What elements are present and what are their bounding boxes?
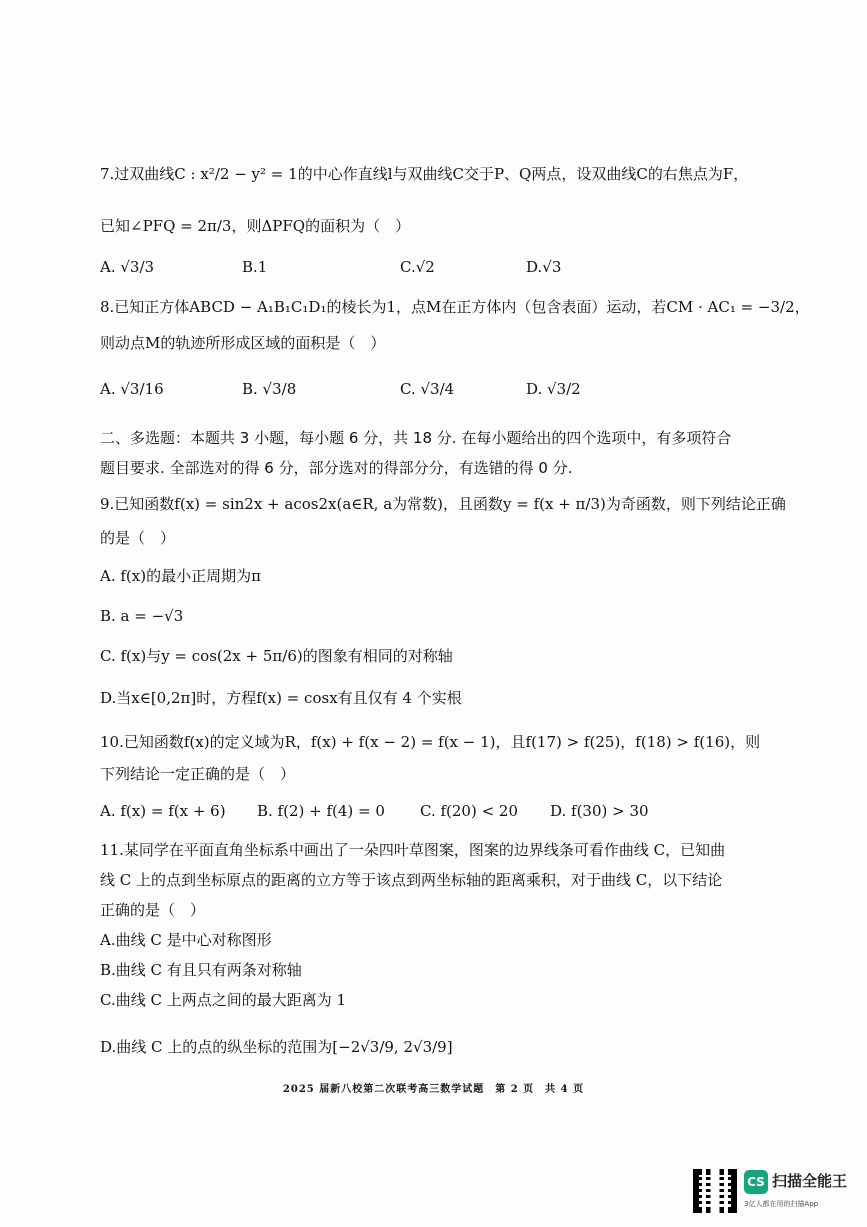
camscanner-name: 扫描全能王 — [772, 1172, 848, 1190]
q10-option-b: B. f(2) + f(4) = 0 — [257, 802, 385, 820]
q10-line2: 下列结论一定正确的是（ ） — [100, 765, 296, 783]
q9-option-a: A. f(x)的最小正周期为π — [100, 567, 261, 585]
section2-line2: 题目要求. 全部选对的得 6 分，部分选对的得部分分，有选错的得 0 分. — [100, 459, 573, 477]
q11-line2: 线 C 上的点到坐标原点的距离的立方等于该点到两坐标轴的距离乘积，对于曲线 C，以下结论 — [100, 871, 723, 889]
q10-line1: 10.已知函数f(x)的定义域为R，f(x) + f(x − 2) = f(x − 1)，且f(17) > f(25)，f(18) > f(16)，则 — [100, 733, 761, 751]
page-footer: 2025 届新八校第二次联考高三数学试题 第 2 页 共 4 页 — [282, 1084, 585, 1095]
q10-option-a: A. f(x) = f(x + 6) — [100, 802, 226, 820]
q7-line2: 已知∠PFQ = 2π/3，则ΔPFQ的面积为（ ） — [100, 217, 411, 235]
q10-option-c: C. f(20) < 20 — [420, 802, 519, 820]
q7-option-d: D.√3 — [526, 258, 562, 276]
qr-code-icon — [693, 1169, 737, 1213]
q7-line1: 7.过双曲线C : x²/2 − y² = 1的中心作直线l与双曲线C交于P、Q两点，设双曲线C的右焦点为F， — [100, 165, 749, 183]
q11-line1: 11.某同学在平面直角坐标系中画出了一朵四叶草图案，图案的边界线条可看作曲线 C，已知曲 — [100, 841, 726, 859]
q8-option-b: B. √3/8 — [242, 380, 297, 398]
q7-option-c: C.√2 — [400, 258, 435, 276]
q11-option-c: C.曲线 C 上两点之间的最大距离为 1 — [100, 991, 347, 1009]
camscanner-tagline: 3亿人都在用的扫描App — [744, 1200, 819, 1208]
section2-line1: 二、多选题：本题共 3 小题，每小题 6 分，共 18 分. 在每小题给出的四个选项中，有多项符合 — [100, 429, 732, 447]
q9-option-d: D.当x∈[0,2π]时，方程f(x) = cosx有且仅有 4 个实根 — [100, 689, 462, 707]
q9-option-c: C. f(x)与y = cos(2x + 5π/6)的图象有相同的对称轴 — [100, 647, 453, 665]
q11-option-b: B.曲线 C 有且只有两条对称轴 — [100, 961, 302, 979]
q7-option-a: A. √3/3 — [100, 258, 155, 276]
q8-option-a: A. √3/16 — [100, 380, 164, 398]
q8-option-d: D. √3/2 — [526, 380, 581, 398]
q11-option-d: D.曲线 C 上的点的纵坐标的范围为[−2√3/9, 2√3/9] — [100, 1038, 453, 1056]
q8-line2: 则动点M的轨迹所形成区域的面积是（ ） — [100, 334, 386, 352]
q9-line1: 9.已知函数f(x) = sin2x + acos2x(a∈R, a为常数)，且函数y = f(x + π/3)为奇函数，则下列结论正确 — [100, 495, 786, 513]
q10-option-d: D. f(30) > 30 — [550, 802, 649, 820]
q11-option-a: A.曲线 C 是中心对称图形 — [100, 931, 272, 949]
q8-option-c: C. √3/4 — [400, 380, 455, 398]
camscanner-logo: CS — [744, 1170, 768, 1194]
q11-line3: 正确的是（ ） — [100, 901, 206, 919]
q9-line2: 的是（ ） — [100, 529, 176, 547]
q8-line1: 8.已知正方体ABCD − A₁B₁C₁D₁的棱长为1，点M在正方体内（包含表面）运动，若CM · AC₁ = −3/2， — [100, 298, 810, 316]
q9-option-b: B. a = −√3 — [100, 607, 184, 625]
q7-option-b: B.1 — [242, 258, 268, 276]
